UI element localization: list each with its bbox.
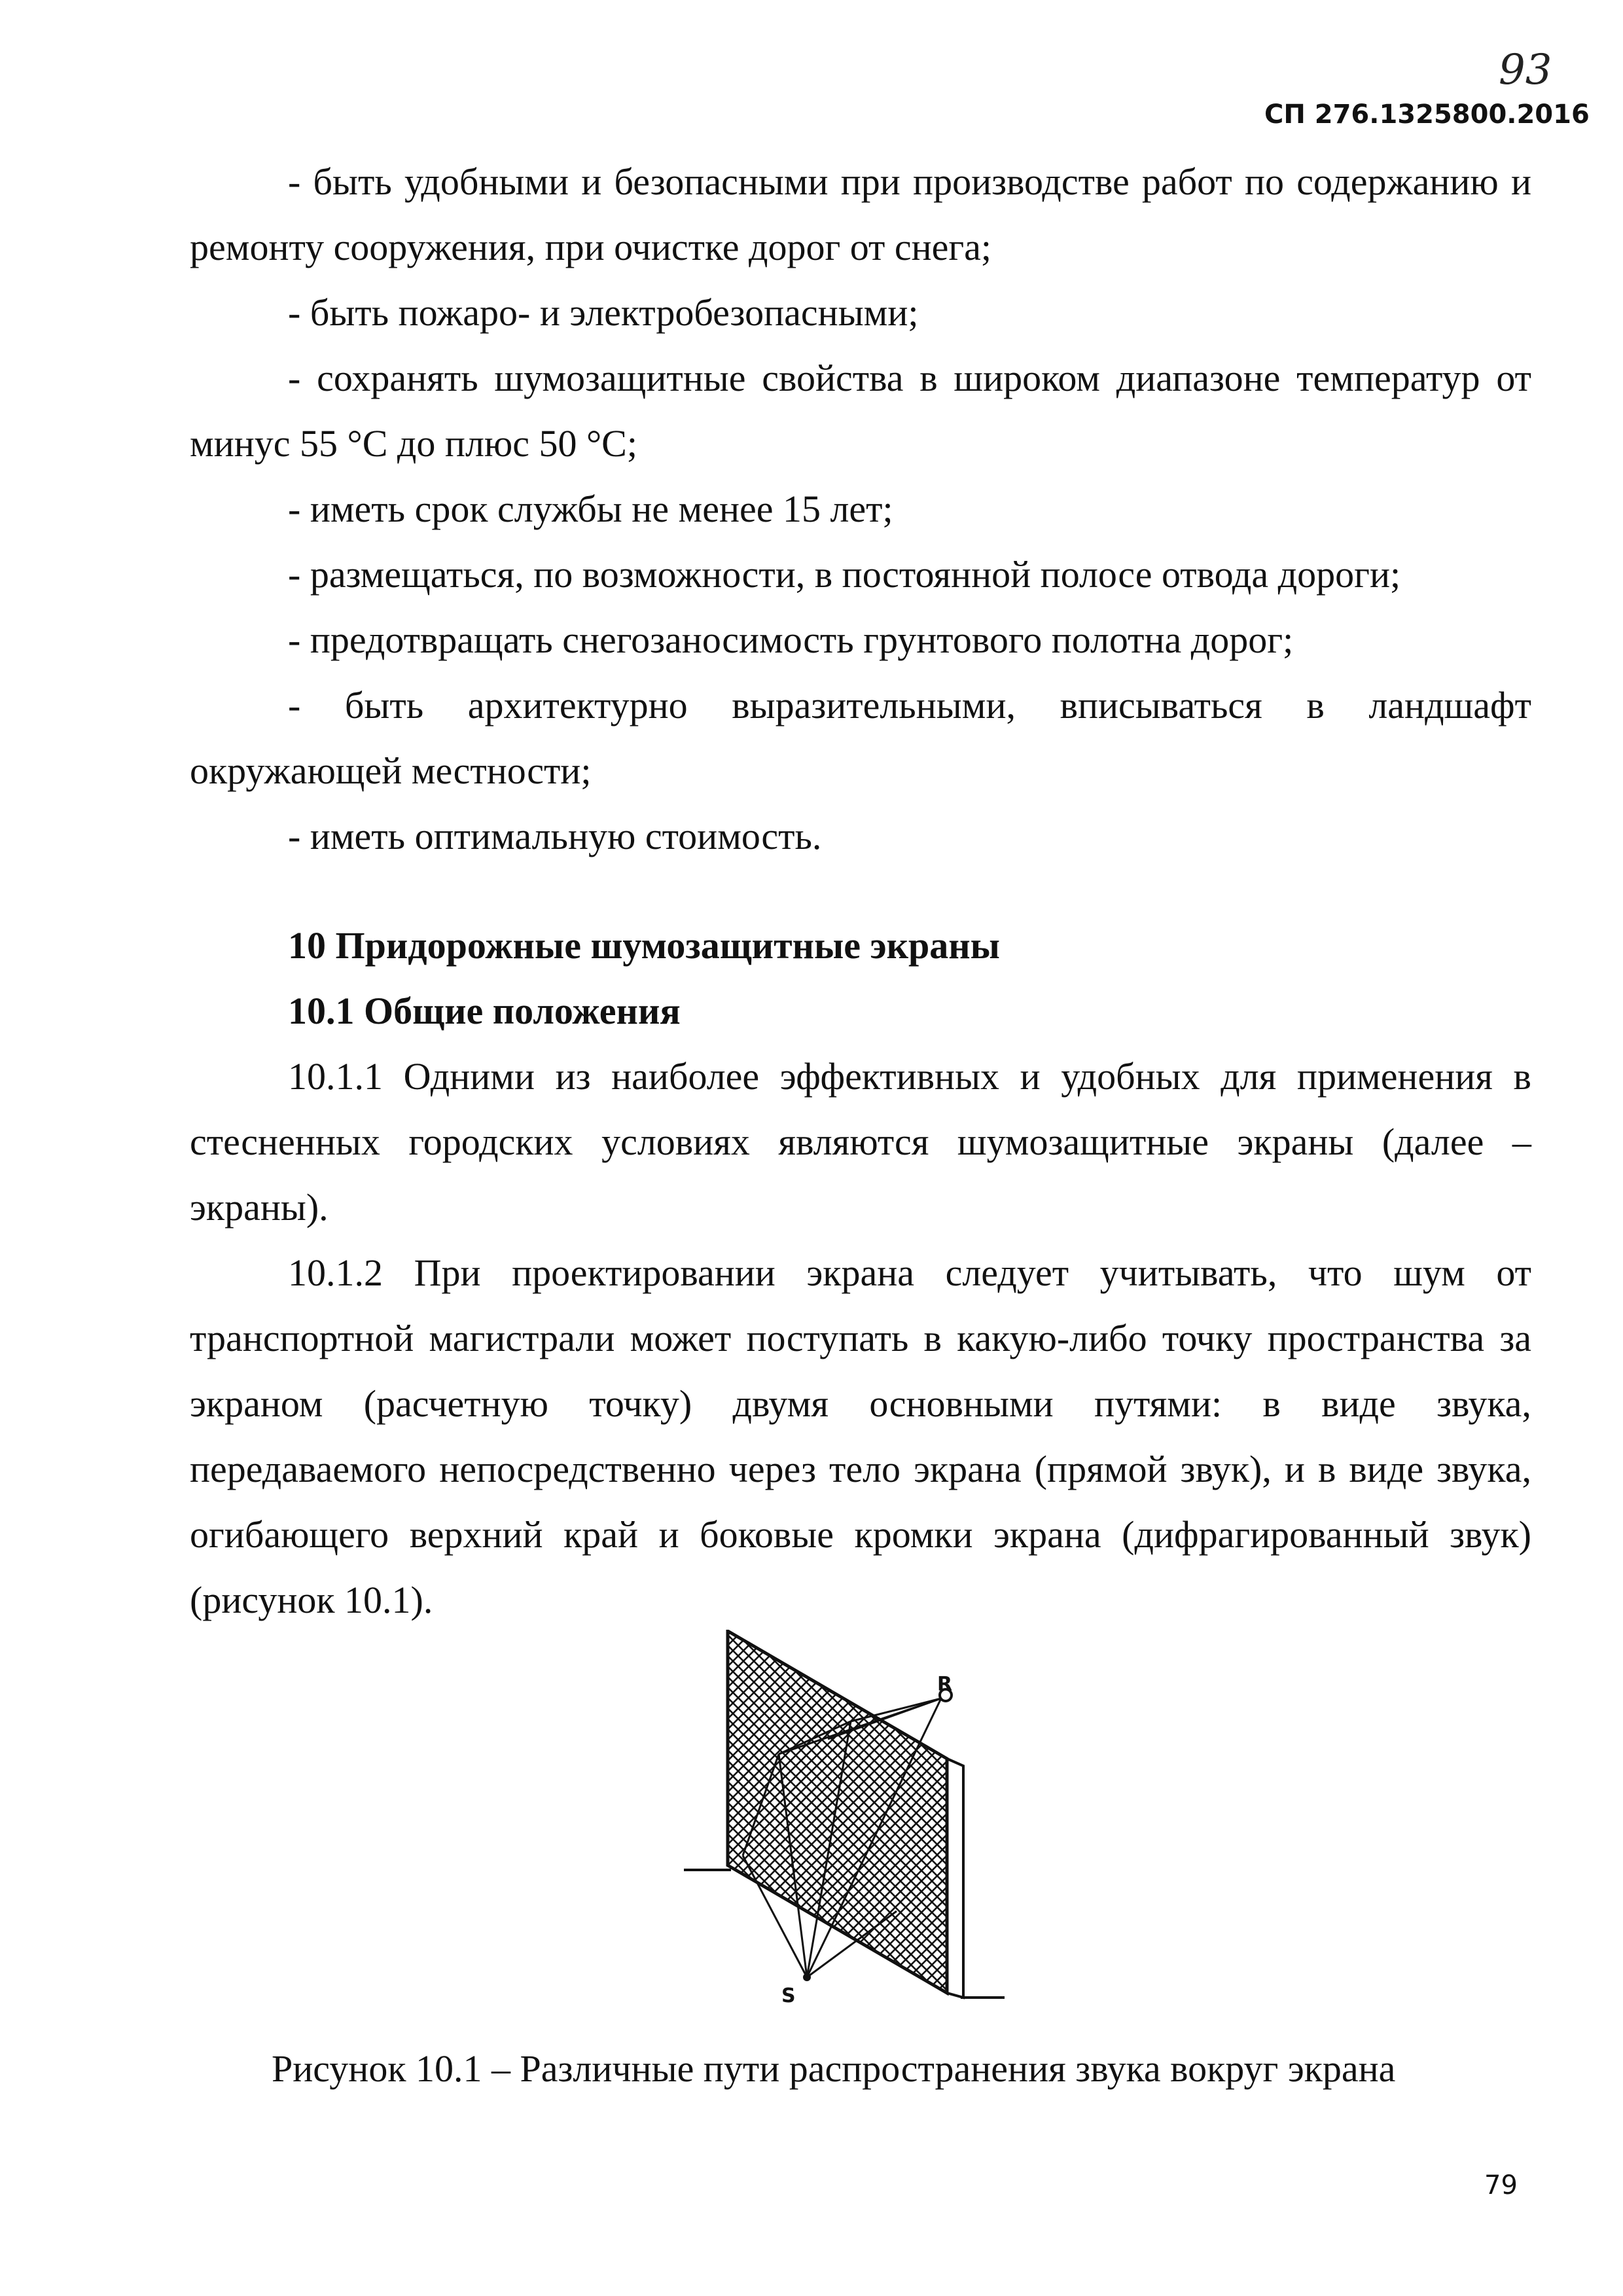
requirement-item-7-line-1: [288, 683, 1531, 728]
word: огибающего: [190, 1513, 389, 1556]
word: (расчетную: [363, 1382, 549, 1425]
word: шумозащитные: [494, 357, 746, 399]
word: температур: [1296, 357, 1480, 399]
word: применения: [1296, 1055, 1493, 1098]
word: что: [1308, 1251, 1363, 1294]
word: архитектурно: [467, 684, 688, 726]
word: звука,: [1436, 1448, 1531, 1490]
word: Одними: [403, 1055, 535, 1098]
word: в: [1317, 1448, 1336, 1490]
word: безопасными: [614, 160, 829, 203]
word: При: [414, 1251, 481, 1294]
word: широком: [954, 357, 1100, 399]
paragraph-10-1-1-line-1: [288, 1054, 1531, 1100]
barrier-panel: [728, 1631, 947, 1993]
word: быть: [344, 684, 424, 726]
word: боковые: [700, 1513, 834, 1556]
word: следует: [945, 1251, 1069, 1294]
requirement-item-6: - предотвращать снегозаносимость грунтового полотна дорог;: [288, 619, 1294, 661]
word: от: [1496, 357, 1531, 399]
source-label: S: [781, 1984, 796, 2007]
word: условиях: [601, 1121, 750, 1163]
noise-barrier-diagram: [681, 1630, 1073, 2022]
word: вписываться: [1060, 684, 1262, 726]
word: сохранять: [317, 357, 478, 399]
word: проектировании: [512, 1251, 776, 1294]
word: передаваемого: [190, 1448, 427, 1490]
requirement-item-7-line-2: окружающей местности;: [190, 749, 592, 792]
handwritten-page-number: 93: [1499, 46, 1552, 94]
barrier-side: [947, 1759, 963, 1998]
subsection-title: 10.1 Общие положения: [288, 990, 681, 1032]
word: (прямой: [1034, 1448, 1168, 1490]
word: эффективных: [779, 1055, 1000, 1098]
word: точку): [589, 1382, 692, 1425]
word: 10.1.2: [288, 1251, 383, 1294]
word: звук): [1450, 1513, 1531, 1556]
word: звука,: [1436, 1382, 1531, 1425]
paragraph-10-1-1-line-2: [190, 1119, 1531, 1165]
word: двумя: [732, 1382, 829, 1425]
word: содержанию: [1296, 160, 1499, 203]
word: диапазоне: [1116, 357, 1281, 399]
word: и: [1020, 1055, 1041, 1098]
word: тело: [829, 1448, 901, 1490]
word: через: [728, 1448, 816, 1490]
requirement-item-4: - иметь срок службы не менее 15 лет;: [288, 488, 893, 530]
word: удобными: [404, 160, 569, 203]
word: шум: [1393, 1251, 1465, 1294]
word: путями:: [1094, 1382, 1222, 1425]
word: транспортной: [190, 1317, 414, 1359]
requirement-item-2: - быть пожаро- и электробезопасными;: [288, 291, 919, 334]
paragraph-10-1-2-line-1: [288, 1250, 1531, 1296]
figure-caption: Рисунок 10.1 – Различные пути распространения звука вокруг экрана: [272, 2047, 1396, 2090]
word: (далее: [1382, 1121, 1484, 1163]
word: поступать: [746, 1317, 909, 1359]
word: и: [581, 160, 602, 203]
word: ландшафт: [1368, 684, 1531, 726]
requirement-item-8: - иметь оптимальную стоимость.: [288, 815, 822, 857]
word: –: [1512, 1121, 1531, 1163]
paragraph-10-1-2-line-3: [190, 1381, 1531, 1427]
word: основными: [869, 1382, 1054, 1425]
word: может: [630, 1317, 732, 1359]
receiver-label: R: [937, 1673, 953, 1696]
word: -: [288, 684, 301, 726]
word: экрана: [806, 1251, 915, 1294]
paragraph-10-1-2-line-4: [190, 1446, 1531, 1492]
requirement-item-1-line-1: [288, 159, 1531, 205]
word: для: [1221, 1055, 1277, 1098]
word: верхний: [409, 1513, 543, 1556]
word: быть: [313, 160, 392, 203]
section-title: 10 Придорожные шумозащитные экраны: [288, 924, 1000, 967]
word: виде: [1321, 1382, 1396, 1425]
word: шумозащитные: [957, 1121, 1209, 1163]
word: экраны: [1237, 1121, 1354, 1163]
word: край: [563, 1513, 639, 1556]
word: экрана: [914, 1448, 1022, 1490]
word: из: [555, 1055, 591, 1098]
word: выразительными,: [732, 684, 1016, 726]
word: при: [840, 160, 901, 203]
word: и: [658, 1513, 679, 1556]
requirement-item-3-line-2: минус 55 °С до плюс 50 °С;: [190, 422, 637, 465]
word: виде: [1349, 1448, 1424, 1490]
word: от: [1496, 1251, 1531, 1294]
word: производстве: [913, 160, 1130, 203]
document-code: СП 276.1325800.2016: [1264, 99, 1590, 130]
word: магистрали: [429, 1317, 615, 1359]
word: в: [919, 357, 938, 399]
word: работ: [1141, 160, 1232, 203]
paragraph-10-1-2-line-2: [190, 1316, 1531, 1361]
requirement-item-1-line-2: ремонту сооружения, при очистке дорог от снега;: [190, 226, 991, 268]
word: городских: [408, 1121, 573, 1163]
source-point: [803, 1973, 811, 1981]
word: и: [1510, 160, 1531, 203]
word: в: [1262, 1382, 1281, 1425]
paragraph-10-1-1-line-3: экраны).: [190, 1186, 329, 1229]
word: 10.1.1: [288, 1055, 383, 1098]
word: точку: [1162, 1317, 1253, 1359]
word: и: [1284, 1448, 1305, 1490]
word: в: [1306, 684, 1325, 726]
word: являются: [778, 1121, 929, 1163]
word: по: [1244, 160, 1284, 203]
requirement-item-5: - размещаться, по возможности, в постоянной полосе отвода дороги;: [288, 553, 1401, 596]
word: экрана: [993, 1513, 1101, 1556]
word: в: [1513, 1055, 1531, 1098]
word: удобных: [1061, 1055, 1200, 1098]
word: стесненных: [190, 1121, 380, 1163]
word: учитывать,: [1099, 1251, 1277, 1294]
word: -: [288, 357, 301, 399]
word: (дифрагированный: [1122, 1513, 1429, 1556]
word: в: [923, 1317, 942, 1359]
word: звук),: [1180, 1448, 1272, 1490]
paragraph-10-1-2-line-5: [190, 1512, 1531, 1558]
word: кромки: [854, 1513, 973, 1556]
word: экраном: [190, 1382, 323, 1425]
word: какую-либо: [957, 1317, 1147, 1359]
word: свойства: [762, 357, 904, 399]
word: наиболее: [611, 1055, 760, 1098]
word: пространства: [1267, 1317, 1485, 1359]
word: -: [288, 160, 301, 203]
requirement-item-3-line-1: [288, 355, 1531, 401]
paragraph-10-1-2-line-6: (рисунок 10.1).: [190, 1579, 433, 1621]
word: за: [1499, 1317, 1531, 1359]
word: непосредственно: [439, 1448, 716, 1490]
page-number: 79: [1484, 2170, 1518, 2200]
